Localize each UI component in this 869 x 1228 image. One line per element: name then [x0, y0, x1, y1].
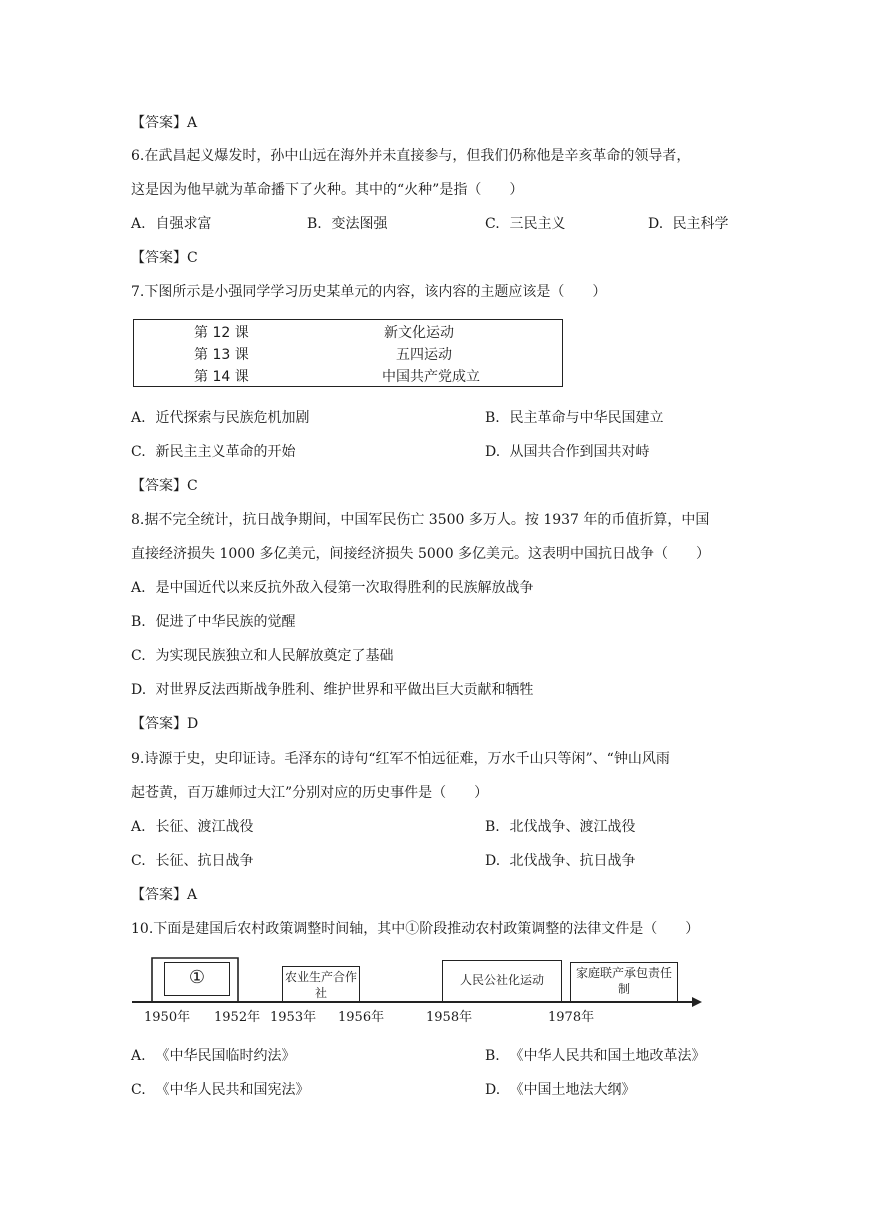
answer-label: 【答案】A: [131, 115, 198, 131]
option-letter: A.: [131, 216, 146, 232]
option-text: 新民主主义革命的开始: [155, 444, 296, 460]
option-letter: C.: [131, 648, 146, 664]
option-text: 《中华民国临时约法》: [155, 1048, 296, 1064]
option-a: [131, 408, 309, 428]
option-letter: A.: [131, 580, 146, 596]
option-letter: A.: [131, 1048, 146, 1064]
timeline-stage-2: 农业生产合作社: [282, 966, 360, 1002]
timeline-stage-1: ①: [164, 962, 230, 996]
lesson-row: [134, 366, 562, 388]
question-6-line-1: 6.在武昌起义爆发时，孙中山远在海外并未直接参与，但我们仍称他是辛亥革命的领导者，: [131, 148, 691, 164]
option-letter: D.: [485, 1082, 501, 1098]
option-letter: C.: [485, 216, 500, 232]
option-text: 《中国土地法大纲》: [509, 1082, 636, 1098]
timeline-stage-3: 人民公社化运动: [442, 960, 562, 1002]
question-6-line-2: 这是因为他早就为革命播下了火种。其中的“火种”是指（ ）: [131, 182, 524, 198]
option-text: 是中国近代以来反抗外敌入侵第一次取得胜利的民族解放战争: [155, 580, 534, 596]
option-text: 为实现民族独立和人民解放奠定了基础: [155, 648, 394, 664]
timeline-year: 1958年: [426, 1010, 473, 1025]
timeline-year: 1956年: [338, 1010, 385, 1025]
question-10-line-1: 10.下面是建国后农村政策调整时间轴，其中①阶段推动农村政策调整的法律文件是（ ）: [131, 921, 700, 937]
timeline-year: 1950年: [144, 1010, 191, 1025]
option-letter: B.: [307, 216, 322, 232]
option-d: [485, 851, 635, 871]
option-letter: A.: [131, 819, 146, 835]
option-text: 变法图强: [331, 216, 388, 232]
option-d: [485, 1080, 635, 1100]
option-text: 自强求富: [155, 216, 212, 232]
option-letter: C.: [131, 444, 146, 460]
option-text: 促进了中华民族的觉醒: [155, 614, 296, 630]
option-letter: B.: [485, 819, 500, 835]
lesson-row: [134, 344, 562, 366]
option-a: [131, 214, 211, 234]
option-text: 近代探索与民族危机加剧: [155, 410, 310, 426]
option-text: 北伐战争、抗日战争: [509, 853, 636, 869]
option-c: [131, 851, 253, 871]
option-letter: B.: [131, 614, 146, 630]
option-b: [485, 1046, 705, 1066]
option-letter: D.: [131, 682, 147, 698]
option-b: [485, 817, 635, 837]
option-text: 民主科学: [672, 216, 729, 232]
option-b: [485, 408, 663, 428]
timeline-year: 1953年: [270, 1010, 317, 1025]
option-letter: D.: [648, 216, 664, 232]
option-letter: C.: [131, 853, 146, 869]
question-9-line-1: 9.诗源于史，史印证诗。毛泽东的诗句“红军不怕远征难，万水千山只等闲”、“钟山风雨: [131, 751, 670, 767]
option-text: 三民主义: [509, 216, 566, 232]
question-9-line-2: 起苍黄，百万雄师过大江”分别对应的历史事件是（ ）: [131, 785, 489, 801]
lesson-topic: 中国共产党成立: [382, 369, 480, 385]
option-letter: C.: [131, 1082, 146, 1098]
timeline-stage-4: 家庭联产承包责任制: [570, 962, 678, 1002]
option-c: [131, 442, 295, 462]
option-a: [131, 817, 253, 837]
option-text: 《中华人民共和国土地改革法》: [509, 1048, 706, 1064]
option-c: [131, 1080, 309, 1100]
option-c: [131, 646, 393, 666]
option-text: 《中华人民共和国宪法》: [155, 1082, 310, 1098]
option-d: [485, 442, 649, 462]
option-text: 从国共合作到国共对峙: [509, 444, 650, 460]
option-d: [131, 680, 533, 700]
question-8-line-2: 直接经济损失 1000 多亿美元，间接经济损失 5000 多亿美元。这表明中国抗日战争（ ）: [131, 546, 711, 562]
option-b: [131, 612, 295, 632]
lesson-number: 第 14 课: [194, 369, 249, 385]
answer-label: 【答案】D: [131, 716, 199, 732]
lesson-number: 第 13 课: [194, 347, 249, 363]
option-c: [485, 214, 565, 234]
timeline-year: 1978年: [548, 1010, 595, 1025]
option-d: [648, 214, 728, 234]
answer-label: 【答案】A: [131, 887, 198, 903]
lesson-topic: 新文化运动: [384, 325, 454, 341]
lesson-number: 第 12 课: [194, 325, 249, 341]
question-8-line-1: 8.据不完全统计，抗日战争期间，中国军民伤亡 3500 多万人。按 1937 年的币值折算，中国: [131, 512, 710, 528]
option-text: 长征、抗日战争: [155, 853, 254, 869]
option-a: [131, 578, 533, 598]
timeline-year: 1952年: [214, 1010, 261, 1025]
option-letter: B.: [485, 1048, 500, 1064]
option-text: 民主革命与中华民国建立: [509, 410, 664, 426]
option-letter: A.: [131, 410, 146, 426]
option-letter: D.: [485, 444, 501, 460]
lesson-row: [134, 322, 562, 344]
option-text: 对世界反法西斯战争胜利、维护世界和平做出巨大贡献和牺牲: [155, 682, 534, 698]
option-letter: B.: [485, 410, 500, 426]
policy-timeline: [130, 956, 710, 1026]
answer-label: 【答案】C: [131, 250, 198, 266]
option-letter: D.: [485, 853, 501, 869]
answer-label: 【答案】C: [131, 478, 198, 494]
option-text: 长征、渡江战役: [155, 819, 254, 835]
question-7-line-1: 7.下图所示是小强同学学习历史某单元的内容，该内容的主题应该是（ ）: [131, 284, 607, 300]
lesson-table: [133, 319, 563, 387]
option-text: 北伐战争、渡江战役: [509, 819, 636, 835]
option-b: [307, 214, 387, 234]
option-a: [131, 1046, 295, 1066]
lesson-topic: 五四运动: [396, 347, 452, 363]
